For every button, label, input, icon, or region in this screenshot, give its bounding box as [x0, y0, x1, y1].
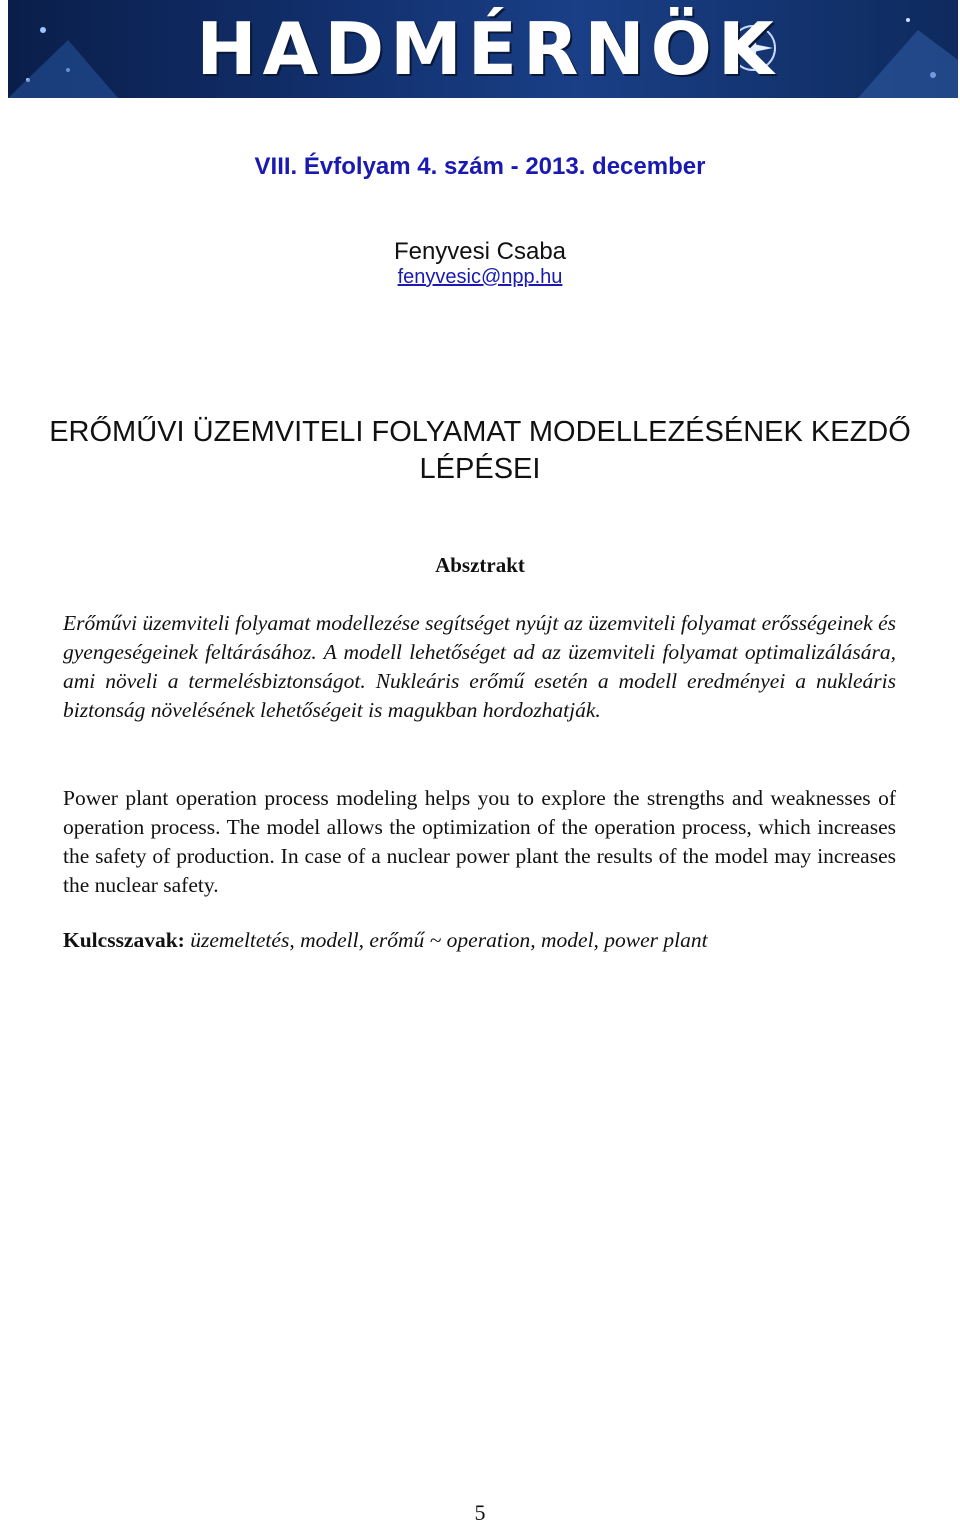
- abstract-english: Power plant operation process modeling helps you to explore the strengths and weaknesses of operation process. The model allows the optimization of the operation process, which increases the safety of production. In case of a nuclear power plant the results of the model may increases the nuclear safety.: [63, 786, 896, 897]
- author-name: Fenyvesi Csaba: [393, 238, 567, 265]
- author-email-row: [0, 266, 960, 289]
- article-title: ERŐMŰVI ÜZEMVITELI FOLYAMAT MODELLEZÉSÉNEK KEZDŐ LÉPÉSEI: [49, 416, 911, 485]
- journal-banner: [8, 0, 958, 98]
- page-number: 5: [474, 1500, 486, 1525]
- issue-line: VIII. Évfolyam 4. szám - 2013. december: [254, 153, 706, 180]
- keywords-label: Kulcsszavak:: [63, 928, 185, 952]
- journal-logo: HADMÉRNÖK: [196, 7, 780, 91]
- keywords-list: üzemeltetés, modell, erőmű ~ operation, model, power plant: [190, 928, 708, 952]
- abstract-heading: Absztrakt: [435, 553, 525, 577]
- abstract-hungarian: Erőművi üzemviteli folyamat modellezése segítséget nyújt az üzemviteli folyamat erősségeinek és gyengeségeinek feltárásához. A modell lehetőséget ad az üzemviteli folyamat optimalizálására, ami növeli a termelésbiztonságot. Nukleáris erőmű esetén a modell eredményei a nukleáris biztonság növelésének lehetőségeit is magukban hordozhatják.: [63, 611, 896, 722]
- author-email-link[interactable]: fenyvesic@npp.hu: [397, 266, 563, 288]
- keywords: [63, 928, 923, 953]
